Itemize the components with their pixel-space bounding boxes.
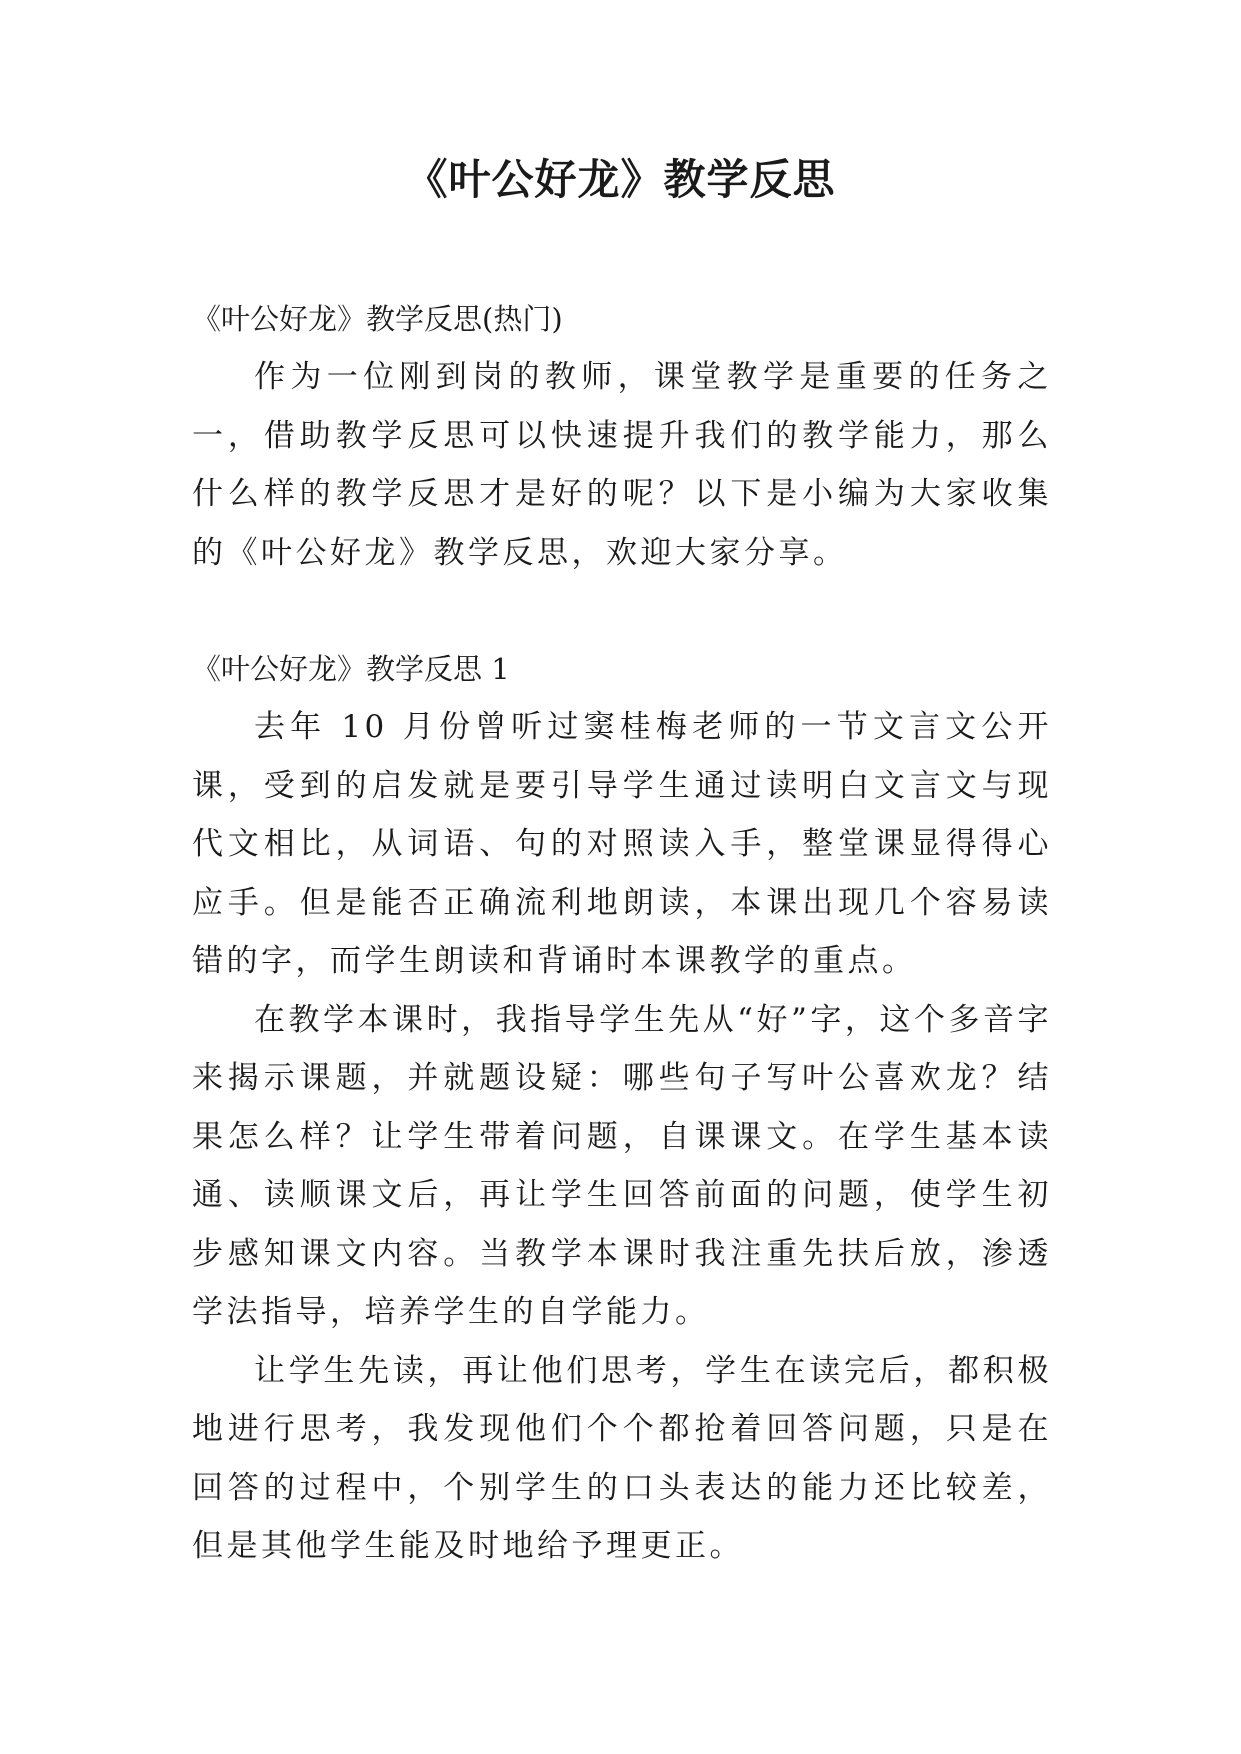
section1-heading: 《叶公好龙》教学反思 1 <box>192 652 510 686</box>
intro-paragraph: 作为一位刚到岗的教师，课堂教学是重要的任务之一，借助教学反思可以快速提升我们的教学能力，那么什么样的教学反思才是好的呢？以下是小编为大家收集的《叶公好龙》教学反思，欢迎大家分享。 <box>192 359 1052 571</box>
document-title: 《叶公好龙》教学反思 <box>405 155 836 204</box>
section1-paragraph: 去年 10 月份曾听过窦桂梅老师的一节文言文公开课，受到的启发就是要引导学生通过读明白文言文与现代文相比，从词语、句的对照读入手，整堂课显得得心应手。但是能否正确流利地朗读，本课出现几个容易读错的字，而学生朗读和背诵时本课教学的重点。 <box>192 709 1052 979</box>
document-body <box>192 290 1052 1576</box>
section1-paragraph: 让学生先读，再让他们思考，学生在读完后，都积极地进行思考，我发现他们个个都抢着回答问题，只是在回答的过程中，个别学生的口头表达的能力还比较差，但是其他学生能及时地给予理更正。 <box>192 1352 1052 1564</box>
intro-heading: 《叶公好龙》教学反思(热门) <box>192 302 563 336</box>
section-spacer <box>192 582 1052 640</box>
section1-paragraph: 在教学本课时，我指导学生先从“好”字，这个多音字来揭示课题，并就题设疑：哪些句子写叶公喜欢龙？结果怎么样？让学生带着问题，自课课文。在学生基本读通、读顺课文后，再让学生回答前面的问题，使学生初步感知课文内容。当教学本课时我注重先扶后放，渗透学法指导，培养学生的自学能力。 <box>192 1001 1052 1330</box>
